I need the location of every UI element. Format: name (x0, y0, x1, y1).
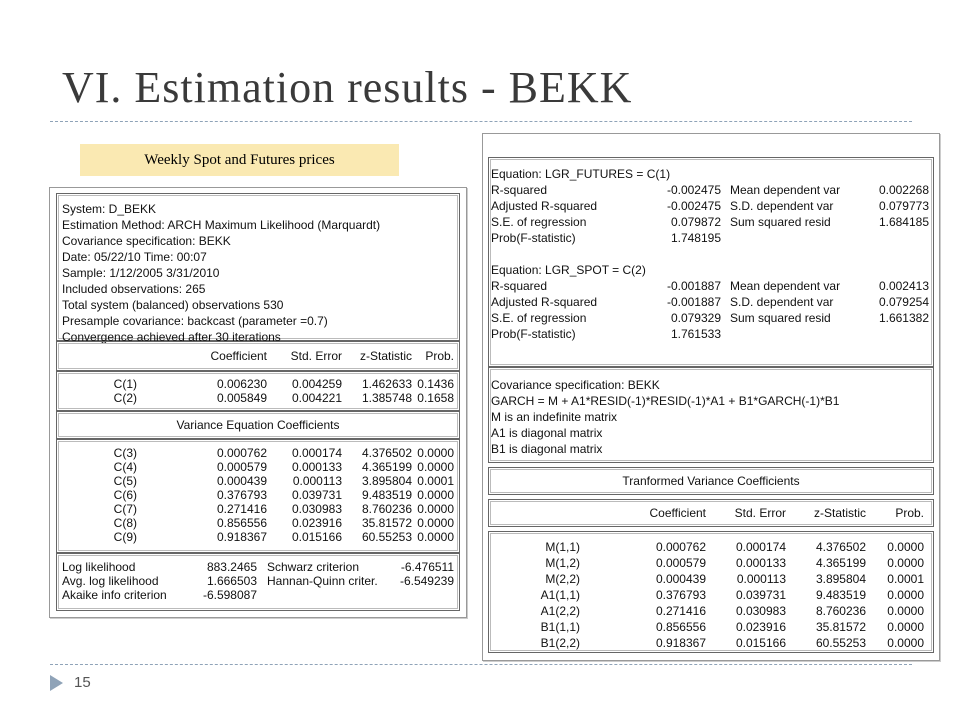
system-line: Sample: 1/12/2005 3/31/2010 (62, 266, 220, 280)
coef-value: 0.000579 (655, 556, 706, 570)
transformed-coef-box (488, 531, 934, 653)
coef-name: C(9) (113, 530, 137, 544)
col-header-z-statistic: z-Statistic (813, 506, 866, 520)
prob-value: 0.0000 (417, 502, 454, 516)
coef-value: 0.918367 (655, 636, 706, 650)
z-stat-value: 8.760236 (361, 502, 412, 516)
eq-stat-label: S.D. dependent var (730, 295, 834, 309)
stat-value: -6.549239 (399, 574, 454, 588)
std-error-value: 0.000113 (736, 572, 786, 586)
stat-label: Log likelihood (62, 560, 136, 574)
coef-name: M(2,2) (545, 572, 580, 586)
coef-name: C(3) (113, 446, 137, 460)
coef-value: 0.000762 (655, 540, 706, 554)
eq-stat-value: 1.748195 (670, 231, 721, 245)
z-stat-value: 1.462633 (361, 377, 412, 391)
std-error-value: 0.004259 (291, 377, 342, 391)
prob-value: 0.0000 (417, 488, 454, 502)
cov-line: B1 is diagonal matrix (491, 442, 603, 456)
eq-stat-label: S.E. of regression (491, 215, 587, 229)
system-line: Date: 05/22/10 Time: 00:07 (62, 250, 207, 264)
eq-stat-value: 0.079329 (670, 311, 721, 325)
footer-divider (50, 664, 912, 665)
prob-value: 0.0000 (417, 446, 454, 460)
z-stat-value: 60.55253 (361, 530, 412, 544)
z-stat-value: 3.895804 (815, 572, 866, 586)
system-line: Covariance specification: BEKK (62, 234, 231, 248)
coef-name: M(1,1) (545, 540, 580, 554)
std-error-value: 0.000133 (291, 460, 342, 474)
std-error-value: 0.000174 (735, 540, 786, 554)
variance-title-box (56, 411, 460, 439)
prob-value: 0.0000 (887, 556, 924, 570)
cov-line: A1 is diagonal matrix (491, 426, 603, 440)
coef-value: 0.918367 (216, 530, 267, 544)
z-stat-value: 8.760236 (815, 604, 866, 618)
coef-value: 0.856556 (216, 516, 267, 530)
std-error-value: 0.030983 (735, 604, 786, 618)
prob-value: 0.0001 (887, 572, 924, 586)
eq-stat-label: Prob(F-statistic) (491, 327, 576, 341)
col-header-prob: Prob. (425, 349, 454, 363)
mean-coef-box (56, 371, 460, 411)
prob-value: 0.0000 (417, 460, 454, 474)
std-error-value: 0.000174 (291, 446, 342, 460)
coef-name: C(8) (113, 516, 137, 530)
coef-value: 0.005849 (216, 391, 267, 405)
eq-stat-value: 1.684185 (878, 215, 929, 229)
prob-value: 0.0000 (887, 540, 924, 554)
coef-value: 0.271416 (216, 502, 267, 516)
coef-name: B1(1,1) (540, 620, 580, 634)
stat-label: Avg. log likelihood (62, 574, 159, 588)
title-divider (50, 121, 912, 122)
col-header-prob: Prob. (895, 506, 924, 520)
z-stat-value: 35.81572 (361, 516, 412, 530)
col-header-std-error: Std. Error (290, 349, 342, 363)
eq-stat-label: S.E. of regression (491, 311, 587, 325)
stat-label: Schwarz criterion (267, 560, 360, 574)
stat-value: 1.666503 (206, 574, 257, 588)
z-stat-value: 3.895804 (361, 474, 412, 488)
system-line: Included observations: 265 (62, 282, 206, 296)
stat-value: -6.598087 (202, 588, 257, 602)
system-line: Total system (balanced) observations 530 (62, 298, 284, 312)
coef-value: 0.856556 (655, 620, 706, 634)
eq-stat-label: Sum squared resid (730, 311, 831, 325)
z-stat-value: 9.483519 (361, 488, 412, 502)
col-header-coefficient: Coefficient (649, 506, 706, 520)
std-error-value: 0.015166 (291, 530, 342, 544)
bullet-triangle-icon (50, 675, 63, 691)
eq-stat-label: Sum squared resid (730, 215, 831, 229)
cov-line: GARCH = M + A1*RESID(-1)*RESID(-1)*A1 + B1*GARCH(-1)*B1 (491, 394, 840, 408)
prob-value: 0.0000 (887, 620, 924, 634)
system-line: System: D_BEKK (62, 202, 157, 216)
eq-stat-value: -0.001887 (666, 295, 721, 309)
eq-stat-value: 1.761533 (670, 327, 721, 341)
coef-value: 0.006230 (216, 377, 267, 391)
coef-name: B1(2,2) (540, 636, 580, 650)
std-error-value: 0.023916 (291, 516, 342, 530)
coef-name: A1(1,1) (540, 588, 580, 602)
system-line: Convergence achieved after 30 iterations (62, 330, 281, 344)
coef-name: C(4) (113, 460, 137, 474)
col-header-std-error: Std. Error (734, 506, 786, 520)
transformed-header-box (488, 499, 934, 527)
coef-name: C(5) (113, 474, 137, 488)
system-line: Estimation Method: ARCH Maximum Likelihood (Marquardt) (62, 218, 381, 232)
eq-stat-value: 0.079773 (878, 199, 929, 213)
col-header-coefficient: Coefficient (210, 349, 267, 363)
coef-value: 0.000579 (216, 460, 267, 474)
z-stat-value: 4.365199 (815, 556, 866, 570)
std-error-value: 0.004221 (291, 391, 342, 405)
eq-stat-label: Mean dependent var (730, 183, 841, 197)
eq-stat-value: -0.002475 (666, 199, 721, 213)
std-error-value: 0.039731 (291, 488, 342, 502)
eq-stat-label: Adjusted R-squared (491, 295, 598, 309)
slide-title: VI. Estimation results - BEKK (62, 63, 633, 112)
coef-name: M(1,2) (545, 556, 580, 570)
variance-coef-box (56, 439, 460, 553)
coef-value: 0.000762 (216, 446, 267, 460)
eq-stat-value: -0.002475 (666, 183, 721, 197)
equation-title: Equation: LGR_FUTURES = C(1) (491, 167, 671, 181)
eq-stat-value: 0.079254 (878, 295, 929, 309)
prob-value: 0.0000 (887, 588, 924, 602)
z-stat-value: 35.81572 (815, 620, 866, 634)
eq-stat-label: R-squared (491, 183, 548, 197)
eq-stat-label: R-squared (491, 279, 548, 293)
coef-value: 0.271416 (655, 604, 706, 618)
coef-value: 0.376793 (216, 488, 267, 502)
likelihood-stats-box (56, 553, 460, 611)
prob-value: 0.0000 (417, 516, 454, 530)
eq-stat-label: S.D. dependent var (730, 199, 834, 213)
equation-title: Equation: LGR_SPOT = C(2) (491, 263, 646, 277)
stat-label: Hannan-Quinn criter. (267, 574, 378, 588)
coef-header-box (56, 341, 460, 371)
z-stat-value: 4.376502 (361, 446, 412, 460)
coef-value: 0.376793 (655, 588, 706, 602)
right-output-panel (482, 133, 940, 661)
z-stat-value: 9.483519 (815, 588, 866, 602)
eq-stat-label: Prob(F-statistic) (491, 231, 576, 245)
z-stat-value: 60.55253 (815, 636, 866, 650)
coef-value: 0.000439 (655, 572, 706, 586)
eq-stat-label: Mean dependent var (730, 279, 841, 293)
eq-stat-value: 0.002413 (878, 279, 929, 293)
z-stat-value: 4.376502 (815, 540, 866, 554)
coef-name: C(2) (113, 391, 137, 405)
prob-value: 0.0000 (887, 604, 924, 618)
page-number: 15 (74, 674, 91, 691)
z-stat-value: 4.365199 (361, 460, 412, 474)
prob-value: 0.0000 (887, 636, 924, 650)
z-stat-value: 1.385748 (361, 391, 412, 405)
prob-value: 0.0001 (417, 474, 454, 488)
coef-name: C(7) (113, 502, 137, 516)
cov-line: Covariance specification: BEKK (491, 378, 660, 392)
coef-name: A1(2,2) (540, 604, 580, 618)
equations-box (488, 157, 934, 367)
coef-name: C(6) (113, 488, 137, 502)
transformed-title-box (488, 467, 934, 495)
std-error-value: 0.000113 (292, 474, 342, 488)
eq-stat-value: 1.661382 (878, 311, 929, 325)
prob-value: 0.0000 (417, 530, 454, 544)
eq-stat-label: Adjusted R-squared (491, 199, 598, 213)
stat-value: 883.2465 (206, 560, 257, 574)
subtitle-banner: Weekly Spot and Futures prices (80, 144, 399, 176)
eq-stat-value: 0.002268 (878, 183, 929, 197)
std-error-value: 0.023916 (735, 620, 786, 634)
eq-stat-value: -0.001887 (666, 279, 721, 293)
cov-line: M is an indefinite matrix (491, 410, 618, 424)
std-error-value: 0.030983 (291, 502, 342, 516)
system-line: Presample covariance: backcast (parameter =0.7) (62, 314, 328, 328)
coef-name: C(1) (113, 377, 137, 391)
col-header-z-statistic: z-Statistic (359, 349, 412, 363)
stat-value: -6.476511 (400, 560, 454, 574)
variance-equation-title: Variance Equation Coefficients (176, 418, 340, 432)
std-error-value: 0.039731 (735, 588, 786, 602)
transformed-variance-title: Tranformed Variance Coefficients (622, 474, 800, 488)
std-error-value: 0.000133 (735, 556, 786, 570)
stat-label: Akaike info criterion (62, 588, 167, 602)
prob-value: 0.1436 (417, 377, 454, 391)
left-output-panel (49, 187, 467, 618)
system-info-box (56, 193, 460, 344)
coef-value: 0.000439 (216, 474, 267, 488)
eq-stat-value: 0.079872 (670, 215, 721, 229)
covariance-spec-box (488, 367, 934, 463)
prob-value: 0.1658 (417, 391, 454, 405)
std-error-value: 0.015166 (735, 636, 786, 650)
